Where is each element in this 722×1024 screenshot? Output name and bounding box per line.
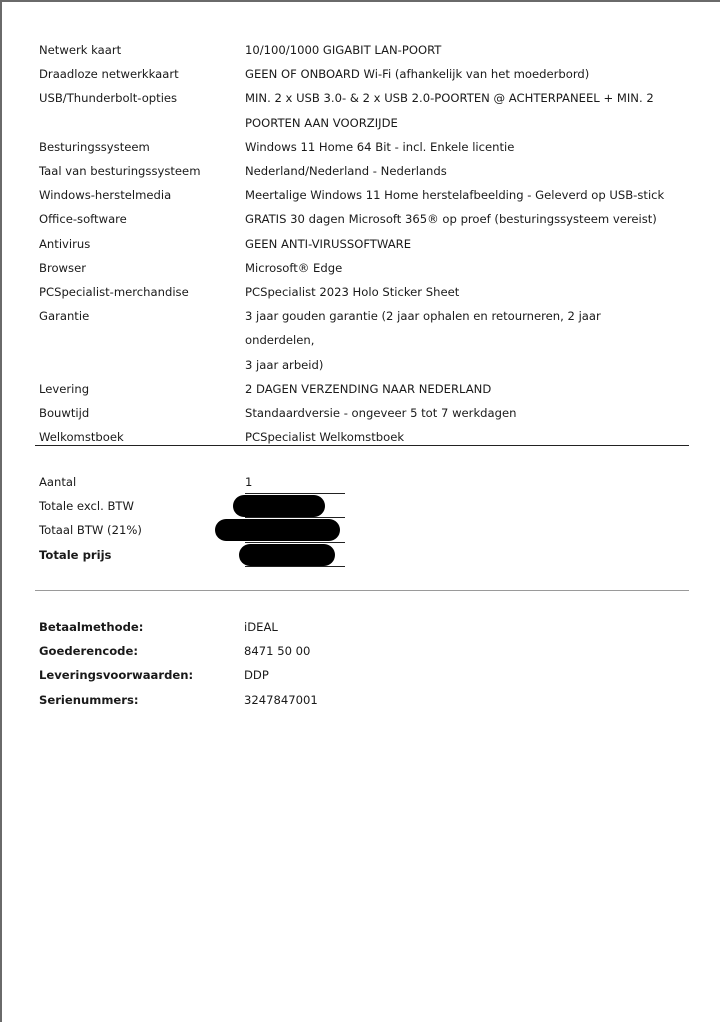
spec-row [39,159,679,183]
spec-label: Draadloze netwerkkaart [39,67,179,82]
spec-value: Standaardversie - ongeveer 5 tot 7 werkdagen [245,406,517,421]
spec-row [39,183,679,207]
serial-numbers-value: 3247847001 [244,692,318,707]
spec-row [39,86,679,134]
total-vat-row [39,518,369,542]
spec-label: USB/Thunderbolt-opties [39,91,178,106]
serial-numbers-label: Serienummers: [39,692,139,707]
spec-label: Bouwtijd [39,406,90,421]
spec-label: PCSpecialist-merchandise [39,285,189,300]
spec-value: GEEN OF ONBOARD Wi-Fi (afhankelijk van het moederbord) [245,67,590,82]
goods-code-label: Goederencode: [39,644,138,659]
delivery-terms-label: Leveringsvoorwaarden: [39,668,194,683]
total-vat-value [245,518,345,542]
delivery-terms-value: DDP [244,668,269,683]
quantity-row [39,470,369,494]
spec-value: 10/100/1000 GIGABIT LAN-POORT [245,43,442,57]
payment-row [39,639,439,663]
total-price-value [245,543,345,567]
spec-value: GEEN ANTI-VIRUSSOFTWARE [245,236,412,251]
payment-row [39,615,439,639]
payment-method-value: iDEAL [244,620,278,634]
spec-row [39,232,679,256]
section-divider [35,590,689,591]
total-price-label: Totale prijs [39,547,112,562]
spec-label: Windows-herstelmedia [39,188,172,203]
spec-label: Netwerk kaart [39,43,122,57]
spec-label: Levering [39,381,90,396]
spec-row [39,256,679,280]
total-excl-vat-row [39,494,369,518]
redaction-mark [233,495,325,517]
spec-value-multiline [245,304,665,377]
spec-label: Browser [39,260,86,275]
spec-label: Besturingssysteem [39,139,150,154]
total-vat-label: Totaal BTW (21%) [39,523,142,538]
payment-row [39,688,439,712]
spec-value-multiline [245,86,665,134]
goods-code-value: 8471 50 00 [244,644,311,659]
payment-method-label: Betaalmethode: [39,620,144,634]
spec-label: Antivirus [39,236,91,251]
spec-value: PCSpecialist 2023 Holo Sticker Sheet [245,285,460,300]
payment-details [39,615,439,712]
redaction-mark [215,519,340,541]
spec-value-line: POORTEN AAN VOORZIJDE [245,115,398,130]
spec-value: GRATIS 30 dagen Microsoft 365® op proef (besturingssysteem vereist) [245,212,657,227]
section-divider [35,445,689,446]
total-excl-vat-label: Totale excl. BTW [39,499,134,514]
spec-row [39,207,679,231]
spec-value-line: 3 jaar arbeid) [245,357,324,372]
spec-value: Microsoft® Edge [245,260,343,275]
spec-row [39,62,679,86]
spec-row [39,280,679,304]
spec-value: Windows 11 Home 64 Bit - incl. Enkele licentie [245,139,515,154]
total-price-row [39,543,369,567]
spec-value: 2 DAGEN VERZENDING NAAR NEDERLAND [245,381,492,396]
spec-label: Office-software [39,212,127,227]
spec-row [39,377,679,401]
spec-label: Welkomstboek [39,430,124,445]
totals-section [39,470,369,567]
spec-label: Garantie [39,309,90,324]
quantity-value: 1 [245,470,345,494]
spec-value: Nederland/Nederland - Nederlands [245,164,447,179]
total-excl-vat-value [245,494,345,518]
redaction-mark [239,544,335,566]
spec-label: Taal van besturingssysteem [39,164,201,179]
spec-value: PCSpecialist Welkomstboek [245,430,405,445]
spec-row [39,304,679,377]
spec-value-line: MIN. 2 x USB 3.0- & 2 x USB 2.0-POORTEN @ ACHTERPANEEL + MIN. 2 [245,91,654,106]
spec-row [39,401,679,425]
specification-table [39,38,679,449]
spec-row [39,38,679,62]
spec-value-line: 3 jaar gouden garantie (2 jaar ophalen en retourneren, 2 jaar onderdelen, [245,309,601,348]
quantity-label: Aantal [39,475,77,489]
spec-value: Meertalige Windows 11 Home herstelafbeelding - Geleverd op USB-stick [245,188,665,203]
payment-row [39,663,439,687]
spec-row [39,135,679,159]
